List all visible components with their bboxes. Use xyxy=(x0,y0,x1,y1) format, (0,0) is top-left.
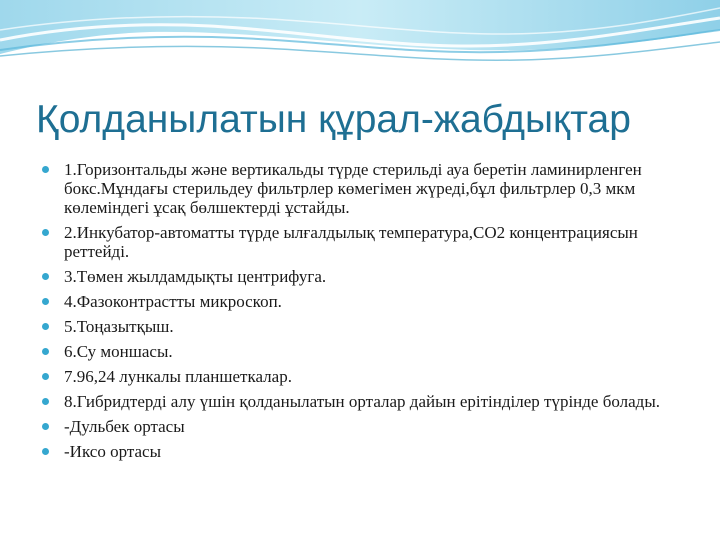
list-item xyxy=(42,367,690,386)
list-item xyxy=(42,417,690,436)
bullet-icon xyxy=(42,229,49,236)
bullet-icon xyxy=(42,398,49,405)
bullet-icon xyxy=(42,298,49,305)
wave-decoration xyxy=(0,0,720,80)
list-item xyxy=(42,267,690,286)
bullet-text: -Дульбек ортасы xyxy=(64,417,185,436)
list-item xyxy=(42,292,690,311)
bullet-text: 7.96,24 лункалы планшеткалар. xyxy=(64,367,292,386)
bullet-list xyxy=(42,160,690,467)
bullet-text: 8.Гибридтерді алу үшін қолданылатын орталар дайын ерітінділер түрінде болады. xyxy=(64,392,660,411)
bullet-text: 4.Фазоконтрастты микроскоп. xyxy=(64,292,282,311)
list-item xyxy=(42,317,690,336)
bullet-icon xyxy=(42,323,49,330)
bullet-icon xyxy=(42,348,49,355)
bullet-text: 3.Төмен жылдамдықты центрифуга. xyxy=(64,267,327,286)
list-item xyxy=(42,342,690,361)
list-item xyxy=(42,442,690,461)
bullet-icon xyxy=(42,273,49,280)
list-item xyxy=(42,392,690,411)
bullet-icon xyxy=(42,423,49,430)
bullet-text: 5.Тоңазытқыш. xyxy=(64,317,174,336)
bullet-icon xyxy=(42,448,49,455)
bullet-icon xyxy=(42,373,49,380)
bullet-text: -Иксо ортасы xyxy=(64,442,161,461)
slide-title: Қолданылатын құрал-жабдықтар xyxy=(36,98,631,141)
bullet-text: 1.Горизонтальды және вертикальды түрде стерильді ауа беретін ламинирленген бокс.Мұндағы стерильдеу фильтрлер көмегімен жүреді,бұл фильтрлер 0,3 мкм көлеміндегі ұсақ бөлшектерді ұстайды. xyxy=(64,160,642,217)
bullet-icon xyxy=(42,166,49,173)
bullet-text: 6.Су моншасы. xyxy=(64,342,173,361)
bullet-text: 2.Инкубатор-автоматты түрде ылғалдылық температура,СО2 концентрациясын реттейді. xyxy=(64,223,638,261)
list-item xyxy=(42,160,690,217)
list-item xyxy=(42,223,690,261)
